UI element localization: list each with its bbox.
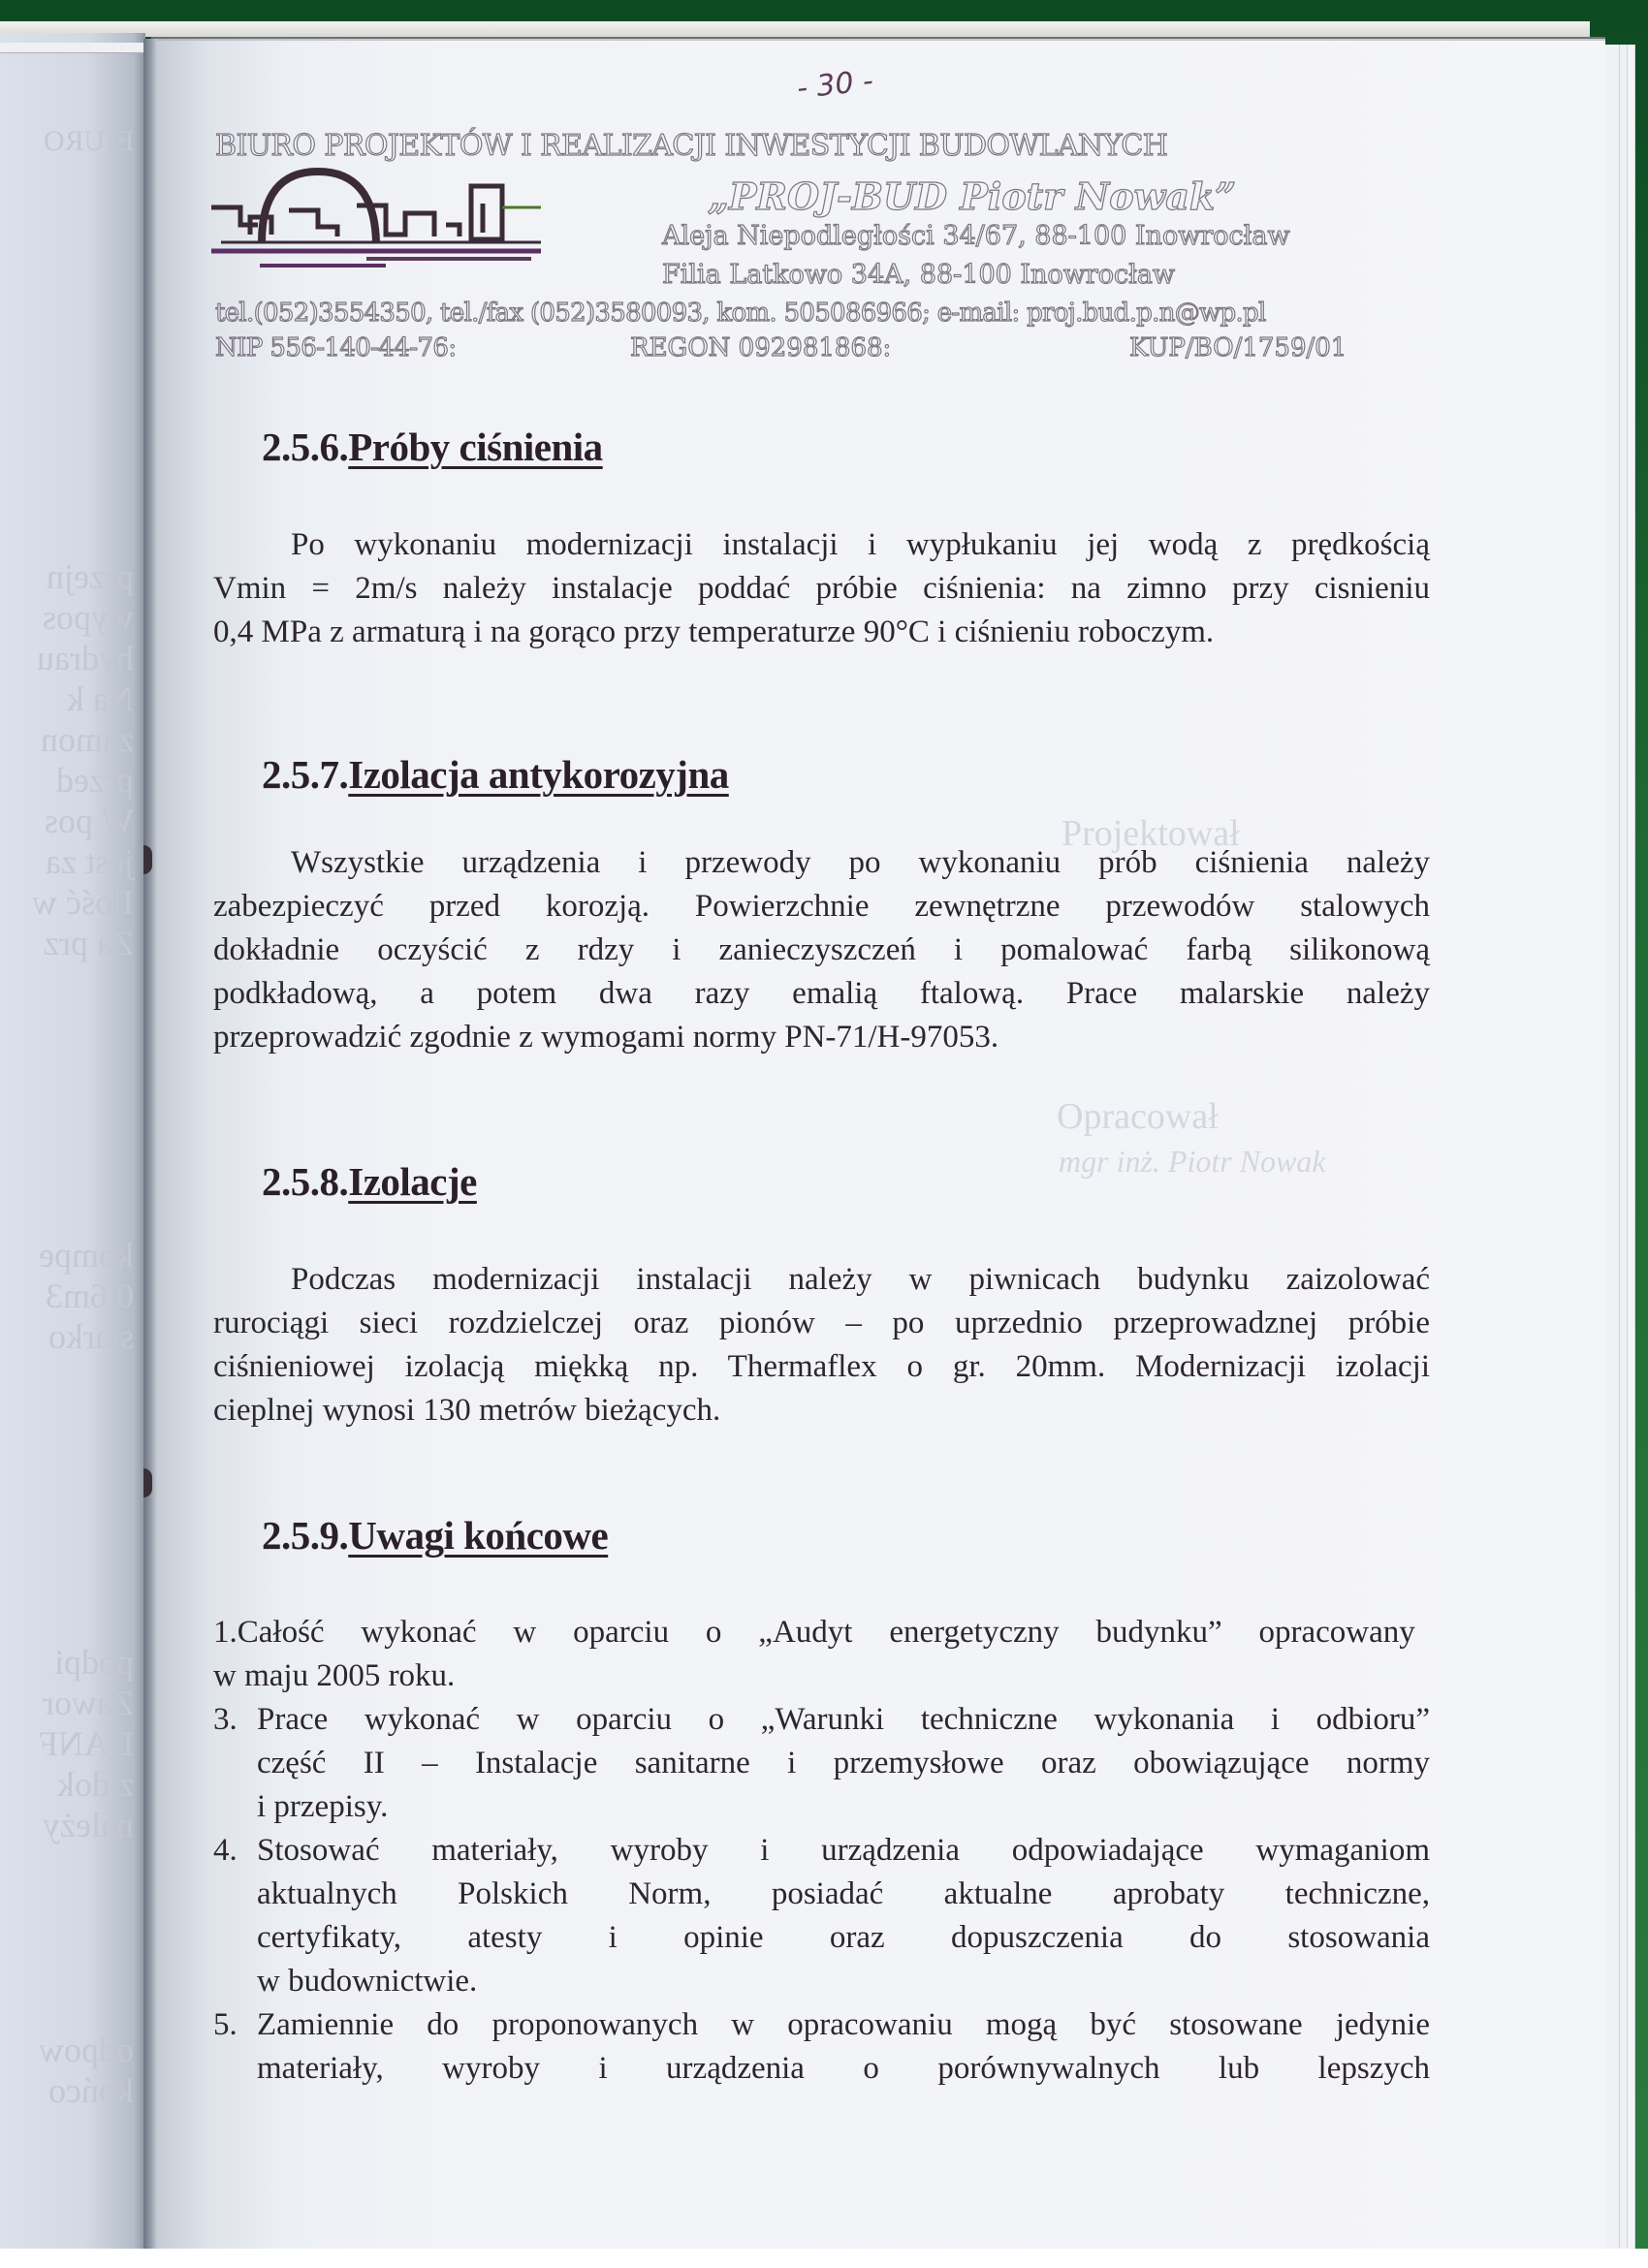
text-line: Podczas modernizacji instalacji należy w piwnicach budynku zaizolować: [291, 1262, 1430, 1297]
section-title: Uwagi końcowe: [348, 1513, 609, 1558]
ghost-designed-label: Projektował: [1062, 813, 1240, 854]
list-number: 5.: [213, 2007, 238, 2042]
text-line: Prace wykonać w oparciu o „Warunki techniczne wykonania i odbioru”: [257, 1702, 1430, 1737]
nip-number: NIP 556-140-44-76:: [215, 333, 457, 362]
text-line: dokładnie oczyścić z rdzy i zanieczyszczeń i pomalować farbą silikonową: [213, 932, 1430, 967]
book-spine-shadow: [143, 39, 157, 2249]
text-line: rurociągi sieci rozdzielczej oraz pionów – po uprzednio przeprowadznej próbie: [213, 1306, 1430, 1340]
ghost-word: wypos: [42, 598, 134, 637]
ghost-prepared-label: Opracował: [1057, 1096, 1219, 1137]
scan-bottom-margin: [0, 2249, 1648, 2268]
text-line: i przepisy.: [257, 1789, 389, 1824]
section-heading-2-5-7: [262, 751, 729, 798]
text-line: przeprowadzić zgodnie z wymogami normy PN-71/H-97053.: [213, 1020, 999, 1055]
text-line: Po wykonaniu modernizacji instalacji i wypłukaniu jej wodą z prędkością: [291, 527, 1430, 562]
ghost-word: należy: [43, 1806, 134, 1844]
text-line: aktualnych Polskich Norm, posiadać aktualne aprobaty techniczne,: [257, 1876, 1430, 1911]
section-heading-2-5-8: [262, 1158, 477, 1205]
list-item: [213, 1698, 1430, 1829]
binding-ring-icon: [143, 845, 152, 874]
section-body-2-5-8: [213, 1258, 1430, 1433]
ghost-word: W pos: [44, 802, 134, 840]
text-line: zabezpieczyć przed korozją. Powierzchnie zewnętrzne przewodów stalowych: [213, 889, 1430, 924]
list-number: 4.: [213, 1833, 238, 1868]
section-title: Próby ciśnienia: [348, 425, 603, 469]
text-line: Wszystkie urządzenia i przewody po wykonaniu prób ciśnienia należy: [291, 845, 1430, 880]
list-item: [213, 1611, 1430, 1698]
text-line: w maju 2005 roku.: [213, 1658, 456, 1693]
section-heading-2-5-6: [262, 424, 603, 470]
company-name: „PROJ-BUD Piotr Nowak”: [708, 174, 1237, 218]
ghost-word: Ilość w: [32, 883, 134, 922]
page-top-edge: [151, 37, 1605, 41]
top-sheet-edge: [0, 21, 1590, 37]
ghost-word: z dok: [57, 1765, 134, 1804]
text-line: Całość wykonać w oparciu o „Audyt energetyczny budynku” opracowany: [237, 1615, 1415, 1650]
section-title: Izolacje: [348, 1159, 477, 1204]
section-number: 2.5.8.: [262, 1159, 349, 1204]
contact-line: tel.(052)3554350, tel./fax (052)3580093, kom. 505086966; e-mail: proj.bud.p.n@wp.pl: [215, 299, 1266, 328]
handwritten-page-number: - 30 -: [795, 63, 875, 107]
section-number: 2.5.6.: [262, 425, 349, 469]
ghost-word: 0,6m3: [45, 1276, 134, 1315]
section-body-2-5-7: [213, 841, 1430, 1059]
ghost-word: Zawor: [43, 1684, 134, 1722]
ghost-word: przed: [56, 761, 134, 800]
text-line: część II – Instalacje sanitarne i przemysłowe oraz obowiązujące normy: [257, 1746, 1430, 1780]
office-title: BIURO PROJEKTÓW I REALIZACJI INWESTYCJI BUDOWLANYCH: [215, 129, 1168, 163]
ghost-word: Na k: [67, 679, 134, 718]
section-body-2-5-6: [213, 523, 1430, 654]
text-line: Vmin = 2m/s należy instalacje poddać próbie ciśnienia: na zimno przy cisnieniu: [213, 571, 1430, 606]
city-skyline-arch-logo-icon: [211, 167, 551, 264]
list-item: [213, 2003, 1430, 2091]
text-line: 0,4 MPa z armaturą i na gorąco przy temperaturze 90°C i ciśnieniu roboczym.: [213, 614, 1215, 649]
ghost-author: mgr inż. Piotr Nowak: [1059, 1144, 1326, 1179]
logo-underline-icon: [260, 262, 396, 269]
text-line: w budownictwie.: [257, 1964, 478, 1999]
text-line: materiały, wyroby i urządzenia o porównywalnych lub lepszych: [257, 2051, 1430, 2086]
text-line: ciśnieniowej izolacją miękką np. Thermaflex o gr. 20mm. Modernizacji izolacji: [213, 1349, 1430, 1384]
ghost-word: odpow: [39, 2031, 134, 2069]
binding-ring-icon: [143, 1468, 152, 1497]
ghost-word: końco: [48, 2071, 134, 2110]
section-number: 2.5.7.: [262, 752, 349, 797]
list-item: [213, 1829, 1430, 2003]
text-line: certyfikaty, atesty i opinie oraz dopuszczenia do stosowania: [257, 1920, 1430, 1955]
ghost-word: hydrau: [37, 639, 134, 677]
ghost-word: podpi: [53, 1643, 134, 1682]
text-line: Stosować materiały, wyroby i urządzenia odpowiadające wymaganiom: [257, 1833, 1430, 1868]
ghost-word: DANF: [38, 1724, 134, 1763]
section-heading-2-5-9: [262, 1512, 608, 1559]
ghost-word: BIURO: [43, 125, 134, 157]
ghost-word: jest za: [46, 842, 134, 881]
section-title: Izolacja antykorozyjna: [348, 752, 729, 797]
ghost-word: siarko: [48, 1317, 134, 1356]
list-number: 3.: [213, 1702, 238, 1737]
kup-number: KUP/BO/1759/01: [1129, 333, 1347, 362]
left-facing-page: [0, 33, 145, 2249]
section-number: 2.5.9.: [262, 1513, 349, 1558]
ghost-word: Za prz: [44, 924, 134, 962]
ghost-word: przejn: [47, 557, 134, 596]
text-line: cieplnej wynosi 130 metrów bieżących.: [213, 1393, 721, 1428]
regon-number: REGON 092981868:: [630, 333, 892, 362]
list-number: 1.: [213, 1615, 238, 1650]
ghost-word: zamon: [41, 720, 134, 759]
text-line: podkładową, a potem dwa razy emalią ftalową. Prace malarskie należy: [213, 976, 1430, 1011]
ghost-word: kompe: [39, 1236, 134, 1275]
left-page-top-edge: [0, 43, 145, 53]
text-line: Zamiennie do proponowanych w opracowaniu mogą być stosowane jedynie: [257, 2007, 1430, 2042]
address-branch: Filia Latkowo 34A, 88-100 Inowrocław: [662, 260, 1176, 290]
address-main: Aleja Niepodległości 34/67, 88-100 Inowrocław: [662, 221, 1290, 251]
